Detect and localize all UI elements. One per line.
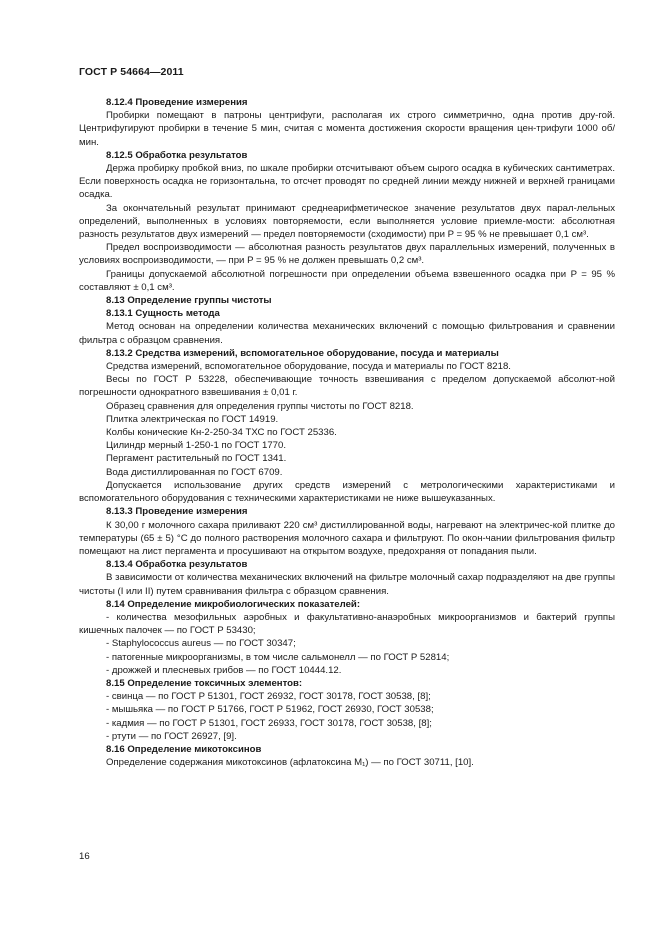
text-line: - патогенные микроорганизмы, в том числе сальмонелл — по ГОСТ Р 52814; [106, 651, 450, 663]
paragraph: В зависимости от количества механических включений на фильтре молочный сахар подразделяют на две группы чистоты (I или II) путем сравнивания фильтра с образцом сравнения. [79, 572, 615, 597]
text-line: - кадмия — по ГОСТ Р 51301, ГОСТ 26933, ГОСТ 30178, ГОСТ 30538, [8]; [106, 717, 432, 729]
text-line: Средства измерений, вспомогательное оборудование, посуда и материалы по ГОСТ 8218. [106, 361, 511, 373]
text-line: Образец сравнения для определения группы чистоты по ГОСТ 8218. [106, 400, 414, 412]
paragraph: Предел воспроизводимости — абсолютная разность результатов двух параллельных измерений, полученных в условиях воспроизводимости, — при P = 95 % не должен превышать 0,2 см³. [79, 242, 615, 267]
paragraph: К 30,00 г молочного сахара приливают 220 см³ дистиллированной воды, нагревают на электричес-кой плитке до температуры (65 ± 5) °С до полного растворения молочного сахара и фильтруют. По окон-чании фильтрования фильтр помещают на лист пергамента и просушивают на открытом воздухе, предохраняя от попадания пыли. [79, 519, 615, 557]
paragraph: Допускается использование других средств измерений с метрологическими характеристиками и вспомогательного оборудования с техническими характеристиками не ниже вышеуказанных. [79, 479, 615, 505]
section-heading: 8.13 Определение группы чистоты [106, 295, 272, 307]
paragraph: Метод основан на определении количества механических включений с помощью фильтрования и сравнении фильтра с образцом сравнения. [79, 321, 615, 346]
text-line: Плитка электрическая по ГОСТ 14919. [106, 413, 279, 425]
paragraph: Границы допускаемой абсолютной погрешности при определении объема взвешенного осадка при P = 95 % составляют ± 0,1 см³. [79, 268, 615, 293]
section-heading: 8.13.3 Проведение измерения [106, 506, 248, 518]
document-code-header: ГОСТ Р 54664—2011 [79, 66, 184, 78]
text-line: - ртути — по ГОСТ 26927, [9]. [106, 730, 237, 742]
text-line: Пергамент растительный по ГОСТ 1341. [106, 453, 287, 465]
paragraph: Держа пробирку пробкой вниз, по шкале пробирки отсчитывают объем сырого осадка в кубических сантиметрах. Если поверхность осадка не горизонтальна, то отсчет проводят по средней линии между нижней и верхней границами осадка. [79, 163, 615, 201]
section-heading: 8.13.4 Обработка результатов [106, 559, 248, 571]
text-line: Цилиндр мерный 1-250-1 по ГОСТ 1770. [106, 440, 286, 452]
text-line: - Staphylococcus aureus — по ГОСТ 30347; [106, 638, 296, 650]
text-line: - свинца — по ГОСТ Р 51301, ГОСТ 26932, ГОСТ 30178, ГОСТ 30538, [8]; [106, 691, 431, 703]
text-line: - дрожжей и плесневых грибов — по ГОСТ 10444.12. [106, 664, 342, 676]
document-body [79, 96, 615, 769]
section-heading: 8.12.5 Обработка результатов [106, 149, 248, 161]
section-heading: 8.12.4 Проведение измерения [106, 97, 248, 108]
paragraph: За окончательный результат принимают среднеарифметическое значение результатов двух парал-лельных определений, выполненных в условиях повторяемости, если выполняется условие приемле-мости: абсолютная разность результатов двух измерений — предел повторяемости (сходимости) при P = 95 % не превышает 0,1 см³. [79, 202, 615, 241]
paragraph: Пробирки помещают в патроны центрифуги, располагая их строго симметрично, одна против дру-гой. Центрифугируют пробирки в течение 5 мин, считая с момента достижения скорости вращения цен-трифуги 1000 об/мин. [79, 110, 615, 148]
section-heading: 8.16 Определение микотоксинов [106, 743, 262, 755]
section-heading: 8.13.2 Средства измерений, вспомогательное оборудование, посуда и материалы [106, 347, 499, 359]
paragraph: Весы по ГОСТ Р 53228, обеспечивающие точность взвешивания с пределом допускаемой абсолют-ной погрешности однократного взвешивания ± 0,01 г. [79, 374, 615, 399]
text-line: Вода дистиллированная по ГОСТ 6709. [106, 466, 283, 478]
section-heading: 8.15 Определение токсичных элементов: [106, 677, 303, 689]
section-heading: 8.13.1 Сущность метода [106, 308, 220, 320]
text-line: Колбы конические Кн-2-250-34 ТХС по ГОСТ 25336. [106, 427, 337, 439]
section-heading: 8.14 Определение микробиологических показателей: [106, 598, 361, 610]
text-line: Определение содержания микотоксинов (афлатоксина M₁) — по ГОСТ 30711, [10]. [106, 757, 474, 769]
page-number: 16 [79, 851, 90, 862]
text-line: - мышьяка — по ГОСТ Р 51766, ГОСТ Р 51962, ГОСТ 26930, ГОСТ 30538; [106, 704, 434, 716]
paragraph: - количества мезофильных аэробных и факультативно-анаэробных микроорганизмов и бактерий группы кишечных палочек — по ГОСТ Р 53430; [79, 611, 615, 637]
